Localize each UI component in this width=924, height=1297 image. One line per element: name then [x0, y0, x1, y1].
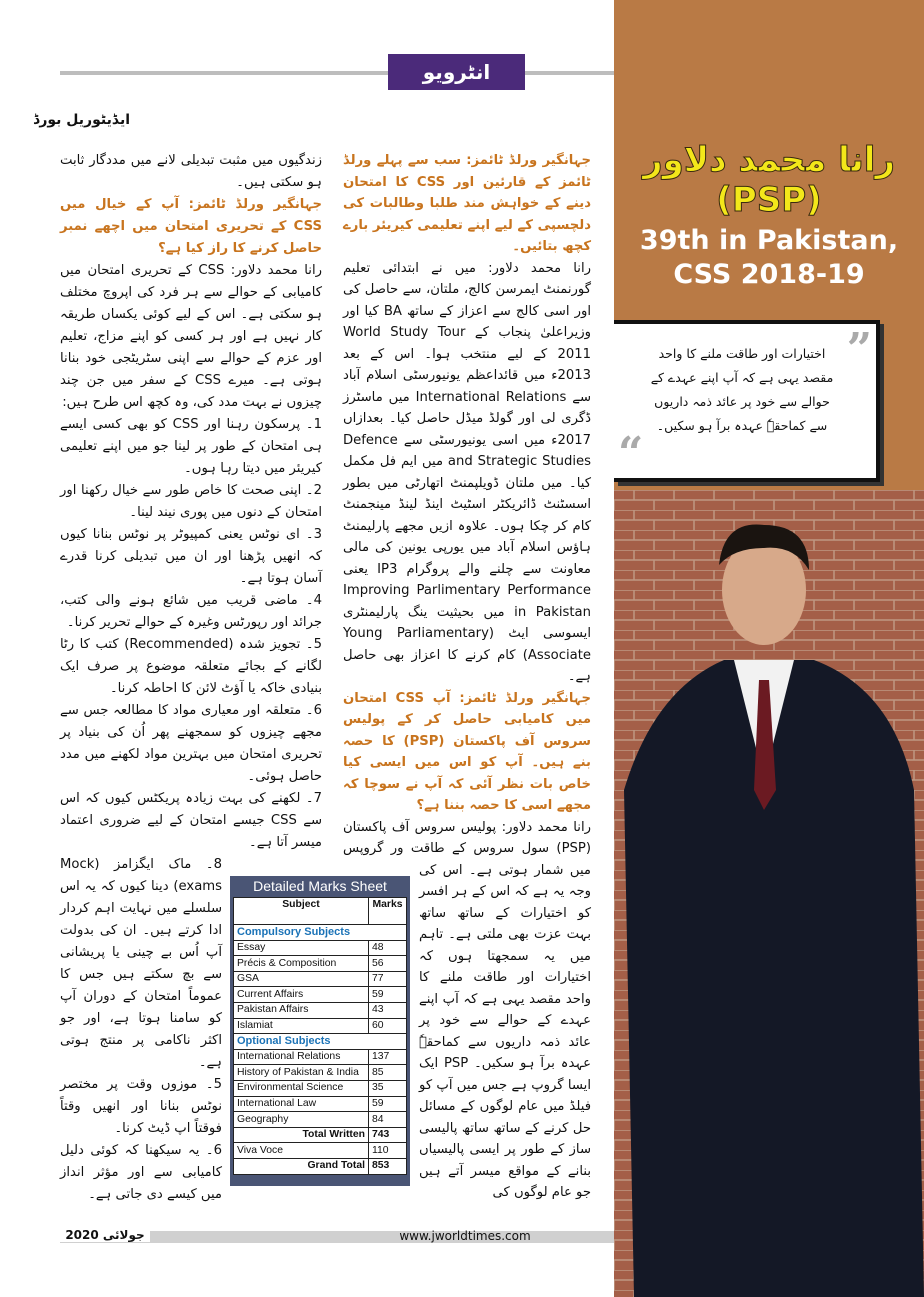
- subject-cell: Environmental Science: [234, 1080, 369, 1096]
- subject-cell: Pakistan Affairs: [234, 1002, 369, 1018]
- paragraph: 1۔ پرسکون رہنا اور CSS کو بھی کسی ایسے ہی امتحان کے طور پر لینا جو میں اپنے تعلیمی کیریئر میں دیتا رہا ہوں۔: [60, 417, 322, 476]
- table-row: [234, 956, 407, 972]
- subject-cell: International Relations: [234, 1049, 369, 1065]
- marks-cell: 56: [369, 956, 407, 972]
- table-row: [234, 1002, 407, 1018]
- paragraph: 4۔ ماضی قریب میں شائع ہونے والی کتب، جرائد اور رپورٹس وغیرہ کے حوالے تحریر کرنا۔: [60, 593, 322, 630]
- section-row: [234, 925, 407, 941]
- subject-cell: History of Pakistan & India: [234, 1065, 369, 1081]
- paragraph: 5۔ موزوں وقت پر مختصر نوٹس بنانا اور انھیں وقتاً فوقتاً اپ ڈیٹ کرنا۔: [60, 1077, 222, 1136]
- interviewee-photo: [614, 490, 924, 1297]
- subject-cell: GSA: [234, 971, 369, 987]
- quote-open-icon: ”: [846, 324, 872, 375]
- marks-cell: 853: [369, 1158, 407, 1174]
- subject-cell: Viva Voce: [234, 1143, 369, 1159]
- grand-total-row: [234, 1158, 407, 1174]
- subject-cell: Compulsory Subjects: [234, 925, 407, 941]
- section-tag: انٹرویو: [388, 54, 525, 90]
- marks-cell: 743: [369, 1127, 407, 1143]
- interview-answer: رانا محمد دلاور: میں نے ابتدائی تعلیم گورنمنٹ ایمرسن کالج، ملتان، سے حاصل کی اور اسی کالج سے اعزاز کے ساتھ BA کیا اور وزیراعلیٰ پنجاب کے World Study Tour 2011 کے لیے منتخب ہوا۔ اس کے بعد 2013ء میں قائداعظم یونیورسٹی اسلام آباد سے International Relations میں ماسٹرز ڈگری لی اور گولڈ میڈل حاصل کیا۔ بعدازاں 2017ء میں اسی یونیورسٹی سے Defence and Strategic Studies میں ایم فل مکمل کیا۔ میں ملتان ڈویلپمنٹ اتھارٹی میں بطور اسسٹنٹ ڈائریکٹر اسٹیٹ اینڈ لینڈ مینجمنٹ کام کر چکا ہوں۔ علاوہ ازیں مجھے پارلیمنٹ ہاؤس اسلام آباد میں یورپی یونین کی مالی معاونت سے چلنے والے پروگرام IP3 یعنی Improving Parlimentary Performance in Pakistan میں بحیثیت ینگ پارلیمنٹری ایسوسی ایٹ (Young Parliamentary Associate) کام کرنے کا اعزاز بھی حاصل ہے۔: [343, 260, 591, 684]
- interview-answer: رانا محمد دلاور: پولیس سروس آف پاکستان (PSP) سول سروس کے طاقت ور گروپس میں شمار ہوتی ہے۔ اس کی وجہ یہ ہے کہ اس کے ہر افسر کو اختیارات کے ساتھ ساتھ بہت عزت بھی ملتی ہے۔ تاہم میں یہ سمجھتا ہوں کہ اختیارات اور طاقت ملنے کا واحد مقصد یہی ہے کہ آپ اپنے عہدے کے حوالے سے خود پر عائد ذمہ داریوں سے کماحقہٗ عہدہ برآ ہو سکیں۔ PSP ایک ایسا گروپ ہے جس میں آپ کو فیلڈ میں عام لوگوں کے مسائل حل کرنے کے ساتھ ساتھ پالیسی ساز کے طور پر ایسی پالیسیاں بنانے کے مواقع میسر آتے ہیں جو عام لوگوں کی: [343, 819, 591, 1200]
- paragraph: زندگیوں میں مثبت تبدیلی لانے میں مددگار ثابت ہو سکتی ہیں۔: [60, 153, 322, 190]
- interview-question: جہانگیر ورلڈ ٹائمز: سب سے پہلے ورلڈ ٹائمز کے قارئین اور CSS کا امتحان دینے کے خواہش مند طلبا وطالبات کی دلچسپی کے لیے اپنے تعلیمی کیریئر بارے کچھ بتائیں۔: [343, 153, 591, 254]
- footer-url: www.jworldtimes.com: [399, 1229, 531, 1243]
- marks-cell: 35: [369, 1080, 407, 1096]
- subject-cell: Subject: [234, 898, 369, 925]
- subject-cell: Essay: [234, 940, 369, 956]
- footer-date: جولائی 2020: [60, 1228, 150, 1242]
- table-row: [234, 1018, 407, 1034]
- marks-cell: 137: [369, 1049, 407, 1065]
- marks-cell: 84: [369, 1112, 407, 1128]
- subject-cell: Grand Total: [234, 1158, 369, 1174]
- marks-cell: 43: [369, 1002, 407, 1018]
- marks-sheet: [230, 876, 410, 1186]
- quote-close-icon: “: [618, 428, 644, 479]
- subject-cell: Islamiat: [234, 1018, 369, 1034]
- paragraph: 2۔ اپنی صحت کا خاص طور سے خیال رکھنا اور امتحان کے دنوں میں پوری نیند لینا۔: [60, 483, 322, 520]
- interview-answer: رانا محمد دلاور: CSS کے تحریری امتحان میں کامیابی کے حوالے سے ہر فرد کی اپروچ مختلف ہو سکتی ہے۔ اس کے لیے کوئی یکساں طریقہ کار نہیں ہے اور ہر کسی کو اپنے مزاج، تعلیم اور عزم کے حوالے سے اپنی سٹریٹجی خود بنانا ہوتی ہے۔ میرے CSS کے سفر میں جن چند چیزوں نے بہت مدد کی، وہ کچھ اس طرح ہیں:: [60, 263, 322, 410]
- marks-cell: 85: [369, 1065, 407, 1081]
- marks-cell: 59: [369, 1096, 407, 1112]
- subject-cell: Geography: [234, 1112, 369, 1128]
- table-row: [234, 971, 407, 987]
- table-row: [234, 1112, 407, 1128]
- table-row: [234, 1065, 407, 1081]
- marks-cell: 59: [369, 987, 407, 1003]
- rank-line-2: CSS 2018-19: [673, 259, 865, 290]
- marks-table: [233, 897, 407, 1175]
- marks-cell: 48: [369, 940, 407, 956]
- rank-heading: [614, 224, 924, 292]
- section-row: [234, 1034, 407, 1050]
- subject-cell: Optional Subjects: [234, 1034, 407, 1050]
- table-row: [234, 1096, 407, 1112]
- paragraph: 7۔ لکھنے کی بہت زیادہ پریکٹس کیوں کہ اس سے CSS جیسے امتحان کے لیے ضروری اعتماد میسر آتا ہے۔: [60, 791, 322, 850]
- byline: ایڈیٹوریل بورڈ: [33, 112, 130, 128]
- total-written-row: [234, 1127, 407, 1143]
- paragraph: 6۔ یہ سیکھنا کہ کوئی دلیل کامیابی سے اور مؤثر انداز میں کیسے دی جاتی ہے۔: [60, 1143, 222, 1202]
- marks-cell: 110: [369, 1143, 407, 1159]
- sidebar-heading: [614, 140, 924, 292]
- header-rule-right: [525, 71, 614, 75]
- viva-row: [234, 1143, 407, 1159]
- table-header: [234, 898, 407, 925]
- marks-cell: 77: [369, 971, 407, 987]
- marks-cell: Marks: [369, 898, 407, 925]
- interview-question: جہانگیر ورلڈ ٹائمز: آپ کے خیال میں CSS کے تحریری امتحان میں اچھے نمبر حاصل کرنے کا راز کیا ہے؟: [60, 197, 322, 256]
- pull-quote: [614, 320, 880, 482]
- subject-cell: Précis & Composition: [234, 956, 369, 972]
- rank-line-1: 39th in Pakistan,: [639, 225, 899, 256]
- marks-sheet-title: Detailed Marks Sheet: [253, 878, 387, 894]
- subject-cell: International Law: [234, 1096, 369, 1112]
- subject-cell: Current Affairs: [234, 987, 369, 1003]
- table-row: [234, 940, 407, 956]
- table-row: [234, 987, 407, 1003]
- interviewee-name: رانا محمد دلاور (PSP): [643, 140, 895, 220]
- paragraph: 8۔ ماک ایگزامز (Mock exams) دینا کیوں کہ یہ اس سلسلے میں نہایت اہم کردار ادا کرتے ہیں۔ ان کی بدولت آپ اُس بے چینی یا پریشانی سے بچ سکتے ہیں جس کا عموماً امتحان کے دوران آپ کو سامنا ہوتا ہے، اور جو اکثر ناکامی پر منتج ہوتی ہے۔: [60, 857, 222, 1070]
- paragraph: 5۔ تجویز شدہ (Recommended) کتب کا رٹا لگانے کے بجائے متعلقہ موضوع پر صرف ایک بنیادی خاکہ یا آؤٹ لائن کا احاطہ کرنا۔: [60, 637, 323, 696]
- marks-cell: 60: [369, 1018, 407, 1034]
- pull-quote-text: اختیارات اور طاقت ملنے کا واحد مقصد یہی ہے کہ آپ اپنے عہدے کے حوالے سے خود پر عائد ذمہ داریوں سے کماحقہٗ عہدہ برآ ہو سکیں۔: [650, 346, 834, 433]
- paragraph: 6۔ متعلقہ اور معیاری مواد کا مطالعہ جس سے مجھے چیزوں کو سمجھنے پھر اُن کی بنیاد پر تحریری امتحان میں بہترین مواد لکھنے میں مدد حاصل ہوئی۔: [60, 703, 322, 784]
- table-row: [234, 1080, 407, 1096]
- interview-question: جہانگیر ورلڈ ٹائمز: آپ CSS امتحان میں کامیابی حاصل کر کے پولیس سروس آف پاکستان (PSP) کا حصہ بنے ہیں۔ آپ کو اس میں ایسی کیا خاص بات نظر آئی کہ آپ نے سوچا کہ مجھے اسی کا حصہ بننا ہے؟: [343, 690, 591, 813]
- table-row: [234, 1049, 407, 1065]
- subject-cell: Total Written: [234, 1127, 369, 1143]
- paragraph: 3۔ ای نوٹس یعنی کمپیوٹر پر نوٹس بنانا کیوں کہ انھیں پڑھنا اور ان میں تبدیلی کرنا قدرے آسان ہوتا ہے۔: [60, 527, 322, 586]
- header-rule-left: [60, 71, 388, 75]
